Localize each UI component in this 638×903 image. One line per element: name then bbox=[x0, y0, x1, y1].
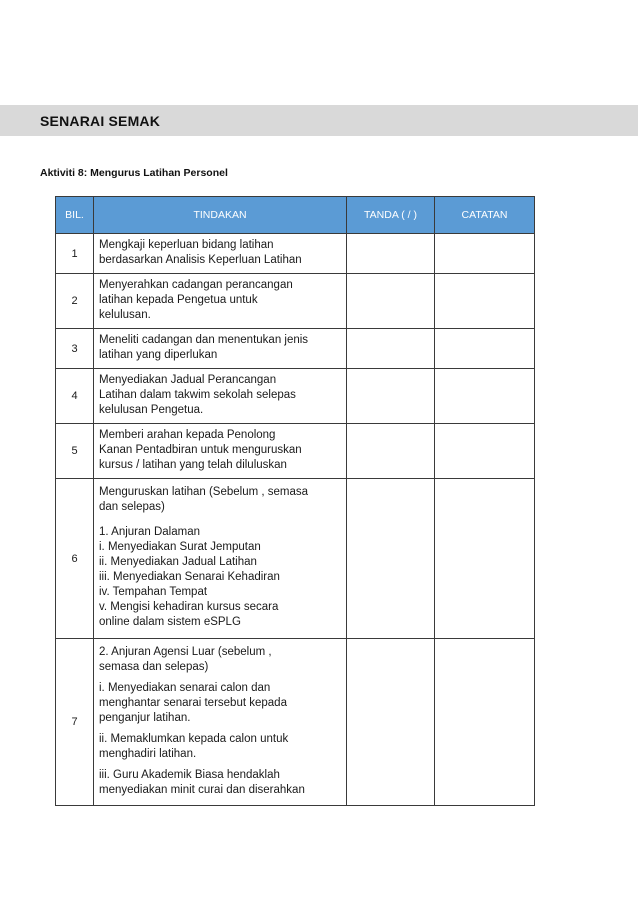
row-tanda-cell[interactable] bbox=[347, 639, 435, 806]
row-number: 4 bbox=[56, 369, 94, 424]
section-banner bbox=[0, 105, 638, 136]
table-row bbox=[56, 329, 535, 369]
row-action: 2. Anjuran Agensi Luar (sebelum , semasa dan selepas) i. Menyediakan senarai calon dan menghantar senarai tersebut kepada penganjur latihan. ii. Memaklumkan kepada calon untuk menghadiri latihan. iii. Guru Akademik Biasa hendaklah menyediakan minit curai dan diserahkan bbox=[94, 639, 347, 806]
activity-label: Aktiviti 8: Mengurus Latihan Personel bbox=[40, 167, 228, 179]
row-action: Menguruskan latihan (Sebelum , semasa dan selepas) 1. Anjuran Dalaman i. Menyediakan Surat Jemputan ii. Menyediakan Jadual Latihan iii. Menyediakan Senarai Kehadiran iv. Tempahan Tempat v. Mengisi kehadiran kursus secara online dalam sistem eSPLG bbox=[94, 479, 347, 639]
row-catatan-cell[interactable] bbox=[435, 479, 535, 639]
table-row bbox=[56, 639, 535, 806]
row-action: Mengkaji keperluan bidang latihan berdasarkan Analisis Keperluan Latihan bbox=[94, 234, 347, 274]
row-number: 6 bbox=[56, 479, 94, 639]
row-catatan-cell[interactable] bbox=[435, 424, 535, 479]
row-tanda-cell[interactable] bbox=[347, 479, 435, 639]
row-tanda-cell[interactable] bbox=[347, 274, 435, 329]
table-row bbox=[56, 369, 535, 424]
checklist-table bbox=[55, 196, 535, 806]
row-catatan-cell[interactable] bbox=[435, 234, 535, 274]
table-row bbox=[56, 424, 535, 479]
row-tanda-cell[interactable] bbox=[347, 329, 435, 369]
row-number: 7 bbox=[56, 639, 94, 806]
row-number: 3 bbox=[56, 329, 94, 369]
row-tanda-cell[interactable] bbox=[347, 369, 435, 424]
header-tanda: TANDA ( / ) bbox=[347, 197, 435, 234]
row-action: Meneliti cadangan dan menentukan jenis latihan yang diperlukan bbox=[94, 329, 347, 369]
row-action: Menyerahkan cadangan perancangan latihan kepada Pengetua untuk kelulusan. bbox=[94, 274, 347, 329]
row-catatan-cell[interactable] bbox=[435, 639, 535, 806]
row-catatan-cell[interactable] bbox=[435, 274, 535, 329]
header-bil: BIL. bbox=[56, 197, 94, 234]
row-number: 1 bbox=[56, 234, 94, 274]
table-row bbox=[56, 274, 535, 329]
row-number: 5 bbox=[56, 424, 94, 479]
row-tanda-cell[interactable] bbox=[347, 234, 435, 274]
row-catatan-cell[interactable] bbox=[435, 329, 535, 369]
row-number: 2 bbox=[56, 274, 94, 329]
row-action: Menyediakan Jadual Perancangan Latihan dalam takwim sekolah selepas kelulusan Pengetua. bbox=[94, 369, 347, 424]
table-row bbox=[56, 234, 535, 274]
row-catatan-cell[interactable] bbox=[435, 369, 535, 424]
row-action: Memberi arahan kepada Penolong Kanan Pentadbiran untuk menguruskan kursus / latihan yang telah diluluskan bbox=[94, 424, 347, 479]
section-title: SENARAI SEMAK bbox=[40, 113, 161, 129]
header-catatan: CATATAN bbox=[435, 197, 535, 234]
table-header-row bbox=[56, 197, 535, 234]
header-tindakan: TINDAKAN bbox=[94, 197, 347, 234]
table-row bbox=[56, 479, 535, 639]
row-tanda-cell[interactable] bbox=[347, 424, 435, 479]
